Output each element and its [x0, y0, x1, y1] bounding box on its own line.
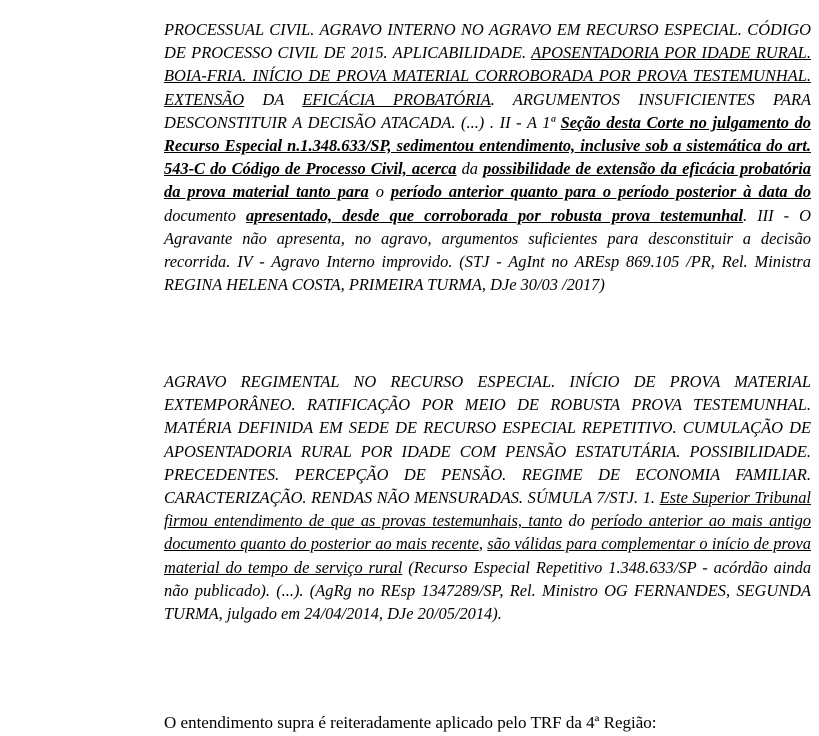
jurisprudence-quote-2 [164, 370, 811, 625]
quote-text: AGRAVO REGIMENTAL NO RECURSO ESPECIAL. INÍCIO DE PROVA MATERIAL EXTEMPORÂNEO. RATIFICAÇÃO POR MEIO DE ROBUSTA PROVA TESTEMUNHAL. MATÉRIA DEFINIDA EM SEDE DE RECURSO ESPECIAL REPETITIVO. CUMULAÇÃO DE APOSENTADORIA RURAL POR IDADE COM PENSÃO ESTATUTÁRIA. POSSIBILIDADE. PRECEDENTES. PERCEPÇÃO DE PENSÃO. REGIME DE ECONOMIA FAMILIAR. CARACTERIZAÇÃO. RENDAS NÃO MENSURADAS. SÚMULA 7/STJ. 1. [164, 372, 811, 508]
jurisprudence-quote-1 [164, 18, 811, 296]
quote-text: do [562, 511, 592, 531]
quote-underlined-text: período anterior ao mais antigo documento quanto do posterior ao mais recente [164, 511, 812, 554]
quote-text: DA [244, 89, 303, 109]
quote-bold-underlined-text: apresentado, desde que corroborada por robusta prova testemunhal [245, 205, 744, 225]
quote-text: o [368, 182, 391, 202]
quote-underlined-text: são válidas para complementar o início de prova material do tempo de serviço rural [164, 534, 811, 577]
quote-text: da [456, 159, 484, 179]
quote-text: . ARGUMENTOS INSUFICIENTES PARA DESCONSTITUIR A DECISÃO ATACADA. (...) . II - A 1ª [164, 89, 811, 132]
quote-bold-underlined-text: Seção desta Corte no julgamento do Recurso Especial n.1.348.633/SP, sedimentou entendimento, inclusive sob a sistemática do art. 543-C do Código de Processo Civil, acerca [164, 112, 811, 179]
quote-text: PROCESSUAL CIVIL. AGRAVO INTERNO NO AGRAVO EM RECURSO ESPECIAL. CÓDIGO DE PROCESSO CIVIL DE 2015. APLICABILIDADE. [164, 20, 811, 63]
quote-text: , [478, 534, 488, 554]
quote-underlined-text: Este Superior Tribunal firmou entendimento de que as provas testemunhais, tanto [164, 488, 811, 531]
quote-underlined-text: APOSENTADORIA POR IDADE RURAL. BOIA-FRIA. INÍCIO DE PROVA MATERIAL CORROBORADA POR PROVA TESTEMUNHAL. EXTENSÃO [164, 43, 811, 109]
body-paragraph: O entendimento supra é reiteradamente aplicado pelo TRF da 4ª Região: [164, 713, 657, 732]
quote-text: . III - O Agravante não apresenta, no agravo, argumentos suficientes para desconstituir a decisão recorrida. IV - Agravo Interno improvido. (STJ - AgInt no AREsp 869.105 /PR, Rel. Ministra REGINA HELENA COSTA, PRIMEIRA TURMA, DJe 30/03 /2017) [164, 205, 811, 295]
quote-underlined-text: EFICÁCIA PROBATÓRIA [302, 89, 491, 109]
quote-text: documento [164, 205, 246, 225]
quote-bold-underlined-text: período anterior quanto para o período posterior à data do [390, 182, 811, 202]
quote-text: (Recurso Especial Repetitivo 1.348.633/SP - acórdão ainda não publicado). (...). (AgRg no REsp 1347289/SP, Rel. Ministro OG FERNANDES, SEGUNDA TURMA, julgado em 24/04/2014, DJe 20/05/2014). [164, 557, 812, 624]
quote-bold-underlined-text: possibilidade de extensão da eficácia probatória da prova material tanto para [164, 159, 812, 202]
